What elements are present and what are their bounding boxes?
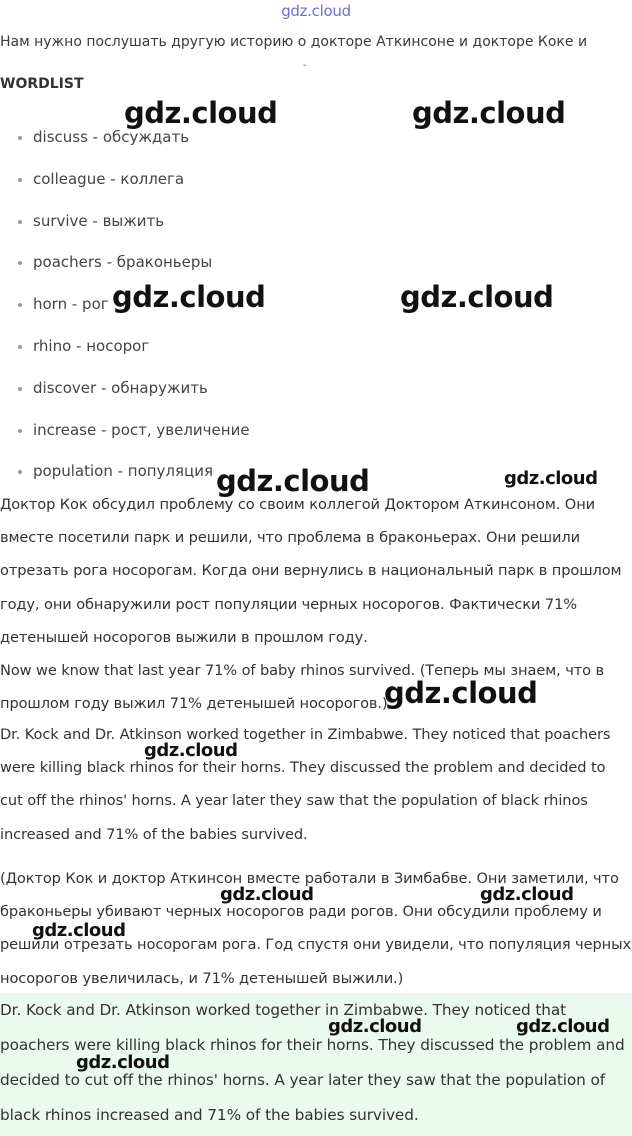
intro-text: Нам нужно послушать другую историю о докторе Аткинсоне и докторе Коке и [0,34,588,50]
list-item: discuss - обсуждать [0,116,250,158]
list-item: horn - рог [0,283,250,325]
watermark: gdz.cloud [516,1016,610,1037]
list-item: colleague - коллега [0,158,250,200]
list-item: survive - выжить [0,200,250,242]
site-logo[interactable]: gdz.cloud [281,2,351,20]
tiny-mark: - [303,60,307,71]
watermark: gdz.cloud [384,676,538,710]
watermark: gdz.cloud [220,884,314,905]
watermark: gdz.cloud [76,1052,170,1073]
wordlist-title: WORDLIST [0,76,84,92]
watermark: gdz.cloud [412,96,566,130]
list-item: poachers - браконьеры [0,241,250,283]
watermark: gdz.cloud [400,280,554,314]
watermark: gdz.cloud [144,740,238,761]
wordlist [0,116,250,492]
watermark: gdz.cloud [504,468,598,489]
watermark: gdz.cloud [112,280,266,314]
watermark: gdz.cloud [124,96,278,130]
watermark: gdz.cloud [32,920,126,941]
list-item: rhino - носорог [0,325,250,367]
watermark: gdz.cloud [328,1016,422,1037]
translation-paragraph: Доктор Кок обсудил проблему со своим коллегой Доктором Аткинсоном. Они вместе посетили парк и решили, что проблема в браконьерах. Они решили отрезать рога носорогам. Когда они вернулись в национальный парк в прошлом году, они обнаружили рост популяции черных носорогов. Фактически 71% детенышей носорогов выжили в прошлом году. [0,496,622,646]
list-item: discover - обнаружить [0,367,250,409]
watermark: gdz.cloud [216,464,370,498]
answer-sentence: Now we know that last year 71% of baby rhinos survived. (Теперь мы знаем, что в прошлом году выжил 71% детенышей носорогов.) [0,662,604,713]
english-summary: Dr. Kock and Dr. Atkinson worked together in Zimbabwe. They noticed that poachers were killing black rhinos for their horns. They discussed the problem and decided to cut off the rhinos' horns. A year later they saw that the population of black rhinos increased and 71% of the babies survived. [0,726,611,843]
answer-block [0,993,632,1136]
summary-translation: (Доктор Кок и доктор Аткинсон вместе работали в Зимбабве. Они заметили, что браконьеры убивают черных носорогов ради рогов. Они обсудили проблему и решили отрезать носорогам рога. Год спустя они увидели, что популяция черных носорогов увеличилась, и 71% детенышей выжили.) [0,870,632,987]
answer-text: Dr. Kock and Dr. Atkinson worked together in Zimbabwe. They noticed that poachers were killing black rhinos for their horns. They discussed the problem and decided to cut off the rhinos' horns. A year later they saw that the population of black rhinos increased and 71% of the babies survived. [0,1001,625,1124]
watermark: gdz.cloud [480,884,574,905]
list-item: population - популяция [0,450,250,492]
list-item: increase - рост, увеличение [0,409,250,451]
